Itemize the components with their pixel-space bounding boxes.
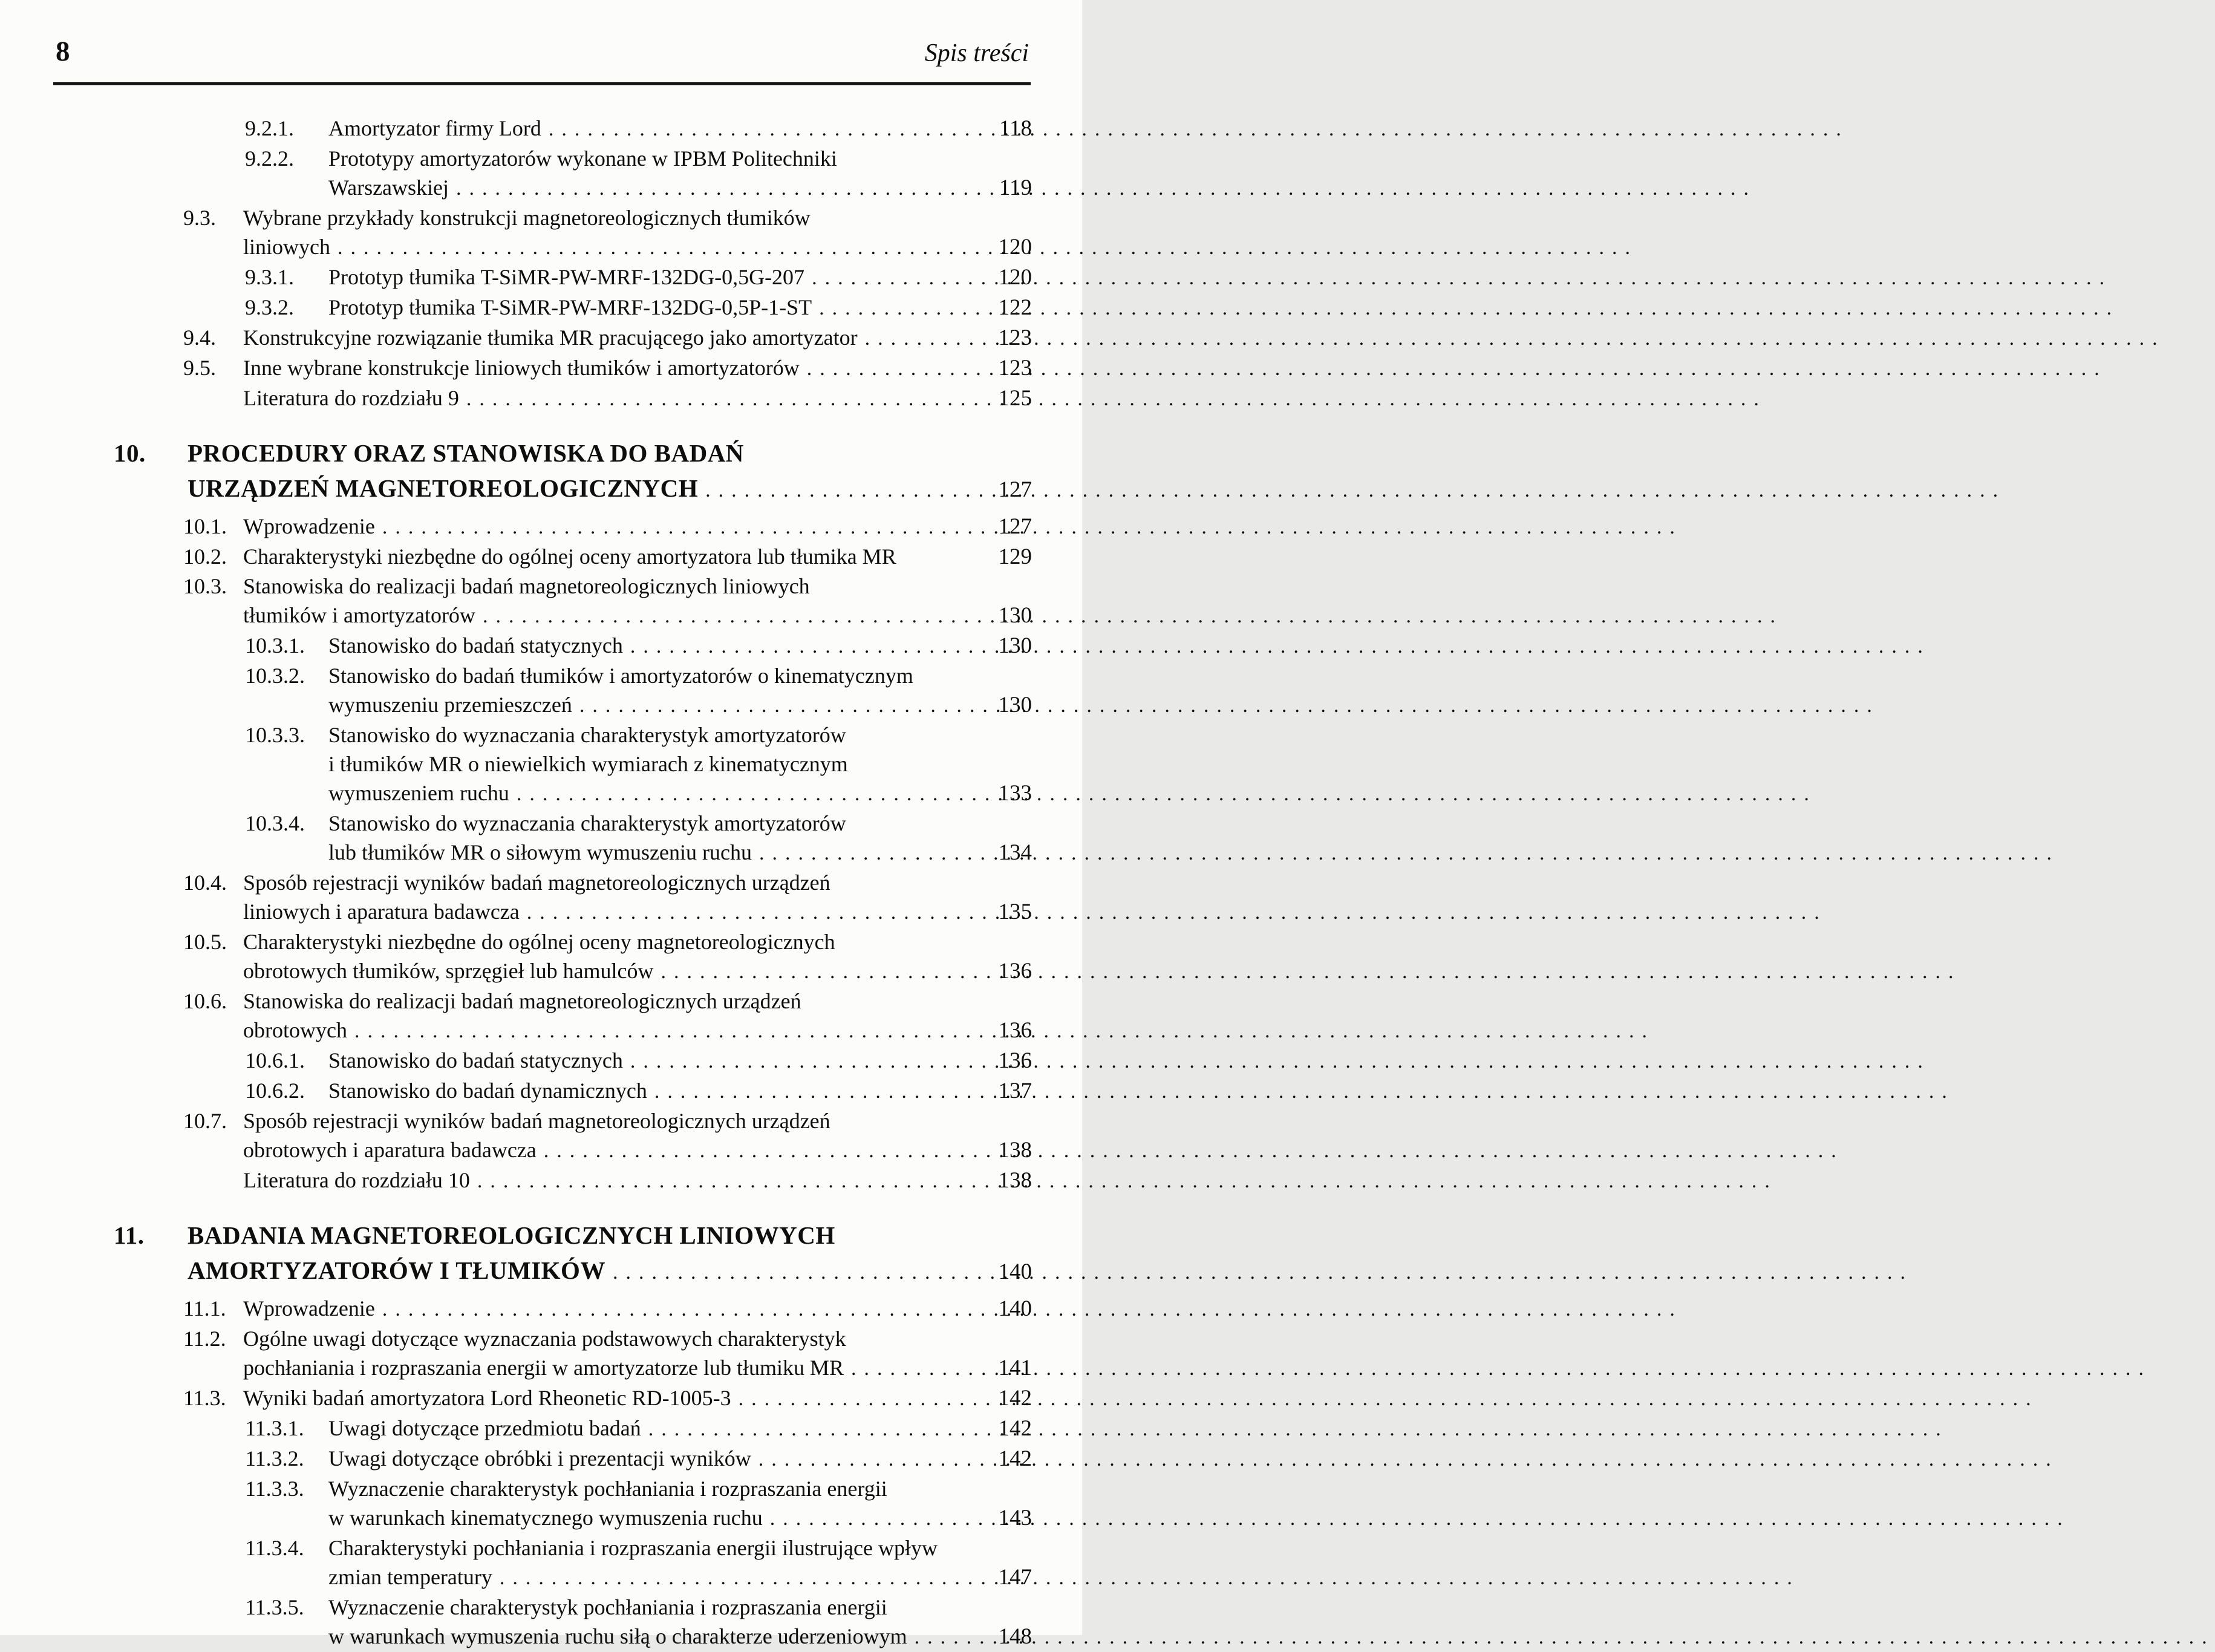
page-number: 147 <box>998 1565 1032 1590</box>
dot-leader <box>527 898 982 927</box>
page-number: 141 <box>998 1356 1032 1380</box>
entry-number: 11. <box>114 1221 145 1249</box>
entry-title-line: Literatura do rozdziału 10 <box>243 1168 470 1192</box>
dot-leader <box>500 1564 982 1593</box>
entry-last-line <box>243 1383 1032 1414</box>
entry-number: 10.1. <box>183 514 227 538</box>
entry-last-line <box>243 323 1032 353</box>
entry-last-line <box>328 779 1032 809</box>
toc-entry <box>0 1593 1032 1652</box>
entry-last-line <box>243 1135 1032 1166</box>
toc-entry <box>0 323 1032 353</box>
entry-last-line <box>328 1503 1032 1533</box>
dot-leader <box>338 233 982 263</box>
dot-leader <box>354 1017 982 1046</box>
entry-number: 10.3.1. <box>245 633 305 658</box>
entry-last-line <box>328 1076 1032 1106</box>
toc-entry <box>0 809 1032 868</box>
entry-title-line: Warszawskiej <box>328 175 449 200</box>
toc-entry <box>0 1294 1032 1324</box>
entry-last-line <box>328 838 1032 868</box>
toc-entry <box>0 1324 1032 1383</box>
page-number: 138 <box>998 1168 1032 1193</box>
entry-title-line: Prototyp tłumika T-SiMR-PW-MRF-132DG-0,5P-1-ST <box>328 295 812 319</box>
dot-leader <box>579 691 982 720</box>
entry-number: 10.6.2. <box>245 1079 305 1103</box>
entry-last-line <box>243 512 1032 542</box>
entry-last-line <box>328 1414 1032 1444</box>
entry-last-line <box>328 114 1032 144</box>
page-number: 130 <box>998 693 1032 717</box>
entry-title-line: Stanowisko do wyznaczania charakterystyk amortyzatorów <box>328 811 846 835</box>
dot-leader <box>739 1385 982 1414</box>
entry-number: 11.2. <box>183 1327 226 1351</box>
entry-title-line: Uwagi dotyczące obróbki i prezentacji wyników <box>328 1446 751 1471</box>
toc-entry <box>0 384 1032 414</box>
toc-entry <box>0 1166 1032 1196</box>
entry-title-line: liniowych i aparatura badawcza <box>243 899 520 924</box>
entry-last-line <box>243 353 1032 384</box>
toc-entry <box>0 1076 1032 1106</box>
page-number: 135 <box>998 899 1032 924</box>
toc-entry <box>0 1414 1032 1444</box>
toc-entry <box>0 1218 1032 1290</box>
entry-number: 9.3.2. <box>245 295 294 319</box>
dot-leader <box>613 1255 982 1290</box>
dot-leader <box>759 839 982 868</box>
entry-title-line: Wprowadzenie <box>243 1296 375 1321</box>
page-number: 133 <box>998 781 1032 806</box>
page-number: 143 <box>998 1506 1032 1530</box>
dot-leader <box>758 1445 982 1474</box>
dot-leader <box>549 115 982 144</box>
entry-last-line <box>243 956 1032 987</box>
entry-title-line: obrotowych tłumików, sprzęgieł lub hamulców <box>243 959 654 983</box>
entry-number: 11.3. <box>183 1386 226 1410</box>
entry-last-line <box>328 1562 1032 1593</box>
page-number: 123 <box>998 356 1032 380</box>
toc-entry <box>0 114 1032 144</box>
dot-leader <box>544 1137 982 1166</box>
page-number: 118 <box>999 116 1032 141</box>
entry-last-line <box>188 1253 1032 1290</box>
entry-title-line: Konstrukcyjne rozwiązanie tłumika MR pracującego jako amortyzator <box>243 325 858 350</box>
entry-number: 10.7. <box>183 1109 227 1133</box>
entry-number: 10.6. <box>183 989 227 1013</box>
toc-entry <box>0 631 1032 661</box>
entry-last-line <box>328 293 1032 323</box>
entry-last-line <box>243 1353 1032 1383</box>
entry-title-line: Ogólne uwagi dotyczące wyznaczania podstawowych charakterystyk <box>243 1327 846 1351</box>
toc-entry <box>0 927 1032 987</box>
page-number: 123 <box>998 325 1032 350</box>
entry-number: 10.2. <box>183 544 227 569</box>
page-number: 119 <box>999 175 1032 200</box>
entry-last-line <box>328 1622 1032 1652</box>
entry-last-line <box>328 631 1032 661</box>
page-number: 137 <box>998 1079 1032 1103</box>
entry-title-line: w warunkach wymuszenia ruchu siłą o charakterze uderzeniowym <box>328 1624 907 1648</box>
toc-entry <box>0 263 1032 293</box>
entry-title-line: Sposób rejestracji wyników badań magnetoreologicznych urządzeń <box>243 1109 830 1133</box>
dot-leader <box>819 294 982 323</box>
entry-title-line: Literatura do rozdziału 9 <box>243 386 459 410</box>
dot-leader <box>382 1295 982 1324</box>
entry-title-line: Charakterystyki pochłaniania i rozpraszania energii ilustrujące wpływ <box>328 1536 938 1560</box>
entry-title-line: Stanowisko do badań statycznych <box>328 633 623 658</box>
dot-leader <box>812 264 982 293</box>
entry-title-line: liniowych <box>243 235 330 259</box>
toc-entry <box>0 293 1032 323</box>
entry-number: 11.3.5. <box>245 1595 304 1619</box>
toc-entry <box>0 572 1032 631</box>
entry-last-line <box>243 542 1032 572</box>
page-number: 142 <box>998 1386 1032 1411</box>
toc-entry <box>0 987 1032 1046</box>
page-number: 142 <box>998 1446 1032 1471</box>
toc-entry <box>0 436 1032 508</box>
entry-title-line: URZĄDZEŃ MAGNETOREOLOGICZNYCH <box>188 474 699 502</box>
page-number: 136 <box>998 1048 1032 1073</box>
page-number: 122 <box>998 295 1032 320</box>
dot-leader <box>630 632 982 661</box>
entry-number: 11.3.1. <box>245 1416 304 1440</box>
entry-number: 10.3. <box>183 574 227 598</box>
entry-number: 9.4. <box>183 325 216 350</box>
scanned-toc-page <box>0 0 1082 1649</box>
toc-entry <box>0 1383 1032 1414</box>
page-number: 136 <box>998 1018 1032 1043</box>
toc-entry <box>0 1106 1032 1166</box>
dot-leader <box>807 354 982 384</box>
entry-title-line: Stanowisko do badań statycznych <box>328 1048 623 1072</box>
page-number: 125 <box>998 386 1032 411</box>
entry-number: 9.2.2. <box>245 146 294 171</box>
page-number: 127 <box>998 514 1032 539</box>
entry-last-line <box>328 1444 1032 1474</box>
entry-title-line: Wyznaczenie charakterystyk pochłaniania i rozpraszania energii <box>328 1477 887 1501</box>
entry-number: 10.4. <box>183 870 227 895</box>
dot-leader <box>456 174 982 203</box>
toc-entry <box>0 1046 1032 1076</box>
entry-last-line <box>243 1166 1032 1196</box>
entry-number: 11.1. <box>183 1296 226 1321</box>
page-number: 120 <box>998 235 1032 260</box>
entry-last-line <box>243 601 1032 631</box>
toc-entry <box>0 1444 1032 1474</box>
entry-number: 10.3.4. <box>245 811 305 835</box>
entry-title-line: Prototypy amortyzatorów wykonane w IPBM Politechniki <box>328 146 837 171</box>
entry-title-line: wymuszeniu przemieszczeń <box>328 693 572 717</box>
toc-entry <box>0 353 1032 384</box>
entry-title-line: Wyniki badań amortyzatora Lord Rheonetic RD-1005-3 <box>243 1386 731 1410</box>
entry-title-line: Wybrane przykłady konstrukcji magnetoreologicznych tłumików <box>243 206 811 230</box>
header-rule <box>53 82 1031 85</box>
entry-title-line: AMORTYZATORÓW I TŁUMIKÓW <box>188 1256 605 1284</box>
entry-title-line: wymuszeniem ruchu <box>328 781 509 805</box>
entry-number: 9.2.1. <box>245 116 294 140</box>
page-number: 148 <box>998 1624 1032 1649</box>
toc-entry <box>0 1474 1032 1533</box>
entry-last-line <box>328 263 1032 293</box>
entry-title-line: obrotowych <box>243 1018 347 1042</box>
page-number: 129 <box>998 544 1032 569</box>
entry-title-line: Inne wybrane konstrukcje liniowych tłumików i amortyzatorów <box>243 356 800 380</box>
entry-title-line: w warunkach kinematycznego wymuszenia ruchu <box>328 1506 763 1530</box>
running-header-title: Spis treści <box>924 39 1029 67</box>
entry-title-line: obrotowych i aparatura badawcza <box>243 1138 537 1162</box>
entry-title-line: Stanowisko do wyznaczania charakterystyk amortyzatorów <box>328 723 846 747</box>
entry-title-line: Wyznaczenie charakterystyk pochłaniania i rozpraszania energii <box>328 1595 887 1619</box>
toc-entry <box>0 542 1032 572</box>
entry-title-line: Charakterystyki niezbędne do ogólnej oceny magnetoreologicznych <box>243 930 835 954</box>
dot-leader <box>705 473 982 508</box>
dot-leader <box>382 513 982 542</box>
entry-number: 9.3. <box>183 206 216 230</box>
toc-list <box>0 114 1032 1652</box>
page-number: 140 <box>998 1259 1032 1284</box>
toc-entry <box>0 203 1032 263</box>
entry-number: 10.3.2. <box>245 664 305 688</box>
dot-leader <box>466 385 982 414</box>
dot-leader <box>477 1167 982 1196</box>
toc-entry <box>0 512 1032 542</box>
dot-leader <box>648 1415 982 1444</box>
entry-title-line: Stanowiska do realizacji badań magnetoreologicznych liniowych <box>243 574 810 598</box>
entry-number: 10.3.3. <box>245 723 305 747</box>
entry-title-line: lub tłumików MR o siłowym wymuszeniu ruchu <box>328 840 752 864</box>
page-number: 136 <box>998 959 1032 984</box>
dot-leader <box>770 1504 982 1533</box>
page-number: 130 <box>998 633 1032 658</box>
entry-last-line <box>328 690 1032 720</box>
entry-title-line: pochłaniania i rozpraszania energii w amortyzatorze lub tłumiku MR <box>243 1356 844 1380</box>
entry-number: 10.5. <box>183 930 227 954</box>
entry-number: 10. <box>114 439 146 467</box>
dot-leader <box>517 780 982 809</box>
dot-leader <box>915 1623 982 1652</box>
entry-last-line <box>188 471 1032 508</box>
dot-leader <box>851 1354 982 1383</box>
page-number: 127 <box>998 477 1032 502</box>
entry-title-line: zmian temperatury <box>328 1565 492 1589</box>
entry-title-line: Wprowadzenie <box>243 514 375 538</box>
dot-leader <box>865 324 982 353</box>
entry-last-line <box>243 1016 1032 1046</box>
page-folio-number: 8 <box>56 36 70 67</box>
page-number: 120 <box>998 265 1032 290</box>
entry-last-line <box>243 384 1032 414</box>
page-number: 138 <box>998 1138 1032 1163</box>
toc-entry <box>0 144 1032 203</box>
entry-last-line <box>243 897 1032 927</box>
entry-title-line: Uwagi dotyczące przedmiotu badań <box>328 1416 641 1440</box>
entry-title-line: BADANIA MAGNETOREOLOGICZNYCH LINIOWYCH <box>188 1221 835 1249</box>
entry-number: 10.6.1. <box>245 1048 305 1072</box>
entry-title-line: Sposób rejestracji wyników badań magnetoreologicznych urządzeń <box>243 870 830 895</box>
entry-title-line: Stanowisko do badań tłumików i amortyzatorów o kinematycznym <box>328 664 913 688</box>
toc-entry <box>0 1533 1032 1593</box>
dot-leader <box>483 602 982 631</box>
toc-entry <box>0 661 1032 720</box>
entry-last-line <box>328 173 1032 203</box>
entry-title-line: Stanowisko do badań dynamicznych <box>328 1079 647 1103</box>
page-number: 142 <box>998 1416 1032 1441</box>
entry-number: 11.3.2. <box>245 1446 304 1471</box>
entry-title-line: i tłumików MR o niewielkich wymiarach z kinematycznym <box>328 752 848 776</box>
dot-leader <box>630 1047 982 1076</box>
entry-number: 11.3.4. <box>245 1536 304 1560</box>
dot-leader <box>654 1077 982 1106</box>
entry-last-line <box>243 232 1032 263</box>
dot-leader <box>661 958 982 987</box>
entry-number: 11.3.3. <box>245 1477 304 1501</box>
toc-entry <box>0 868 1032 927</box>
page-number: 140 <box>998 1296 1032 1321</box>
entry-title-line: Amortyzator firmy Lord <box>328 116 541 140</box>
page-number: 134 <box>998 840 1032 865</box>
entry-title-line: PROCEDURY ORAZ STANOWISKA DO BADAŃ <box>188 439 744 467</box>
page-number: 130 <box>998 603 1032 628</box>
entry-title-line: tłumików i amortyzatorów <box>243 603 475 627</box>
entry-number: 9.3.1. <box>245 265 294 289</box>
entry-title-line: Stanowiska do realizacji badań magnetoreologicznych urządzeń <box>243 989 801 1013</box>
entry-number: 9.5. <box>183 356 216 380</box>
entry-last-line <box>328 1046 1032 1076</box>
toc-entry <box>0 720 1032 809</box>
entry-title-line: Charakterystyki niezbędne do ogólnej oceny amortyzatora lub tłumika MR <box>243 544 896 569</box>
entry-title-line: Prototyp tłumika T-SiMR-PW-MRF-132DG-0,5G-207 <box>328 265 805 289</box>
entry-last-line <box>243 1294 1032 1324</box>
